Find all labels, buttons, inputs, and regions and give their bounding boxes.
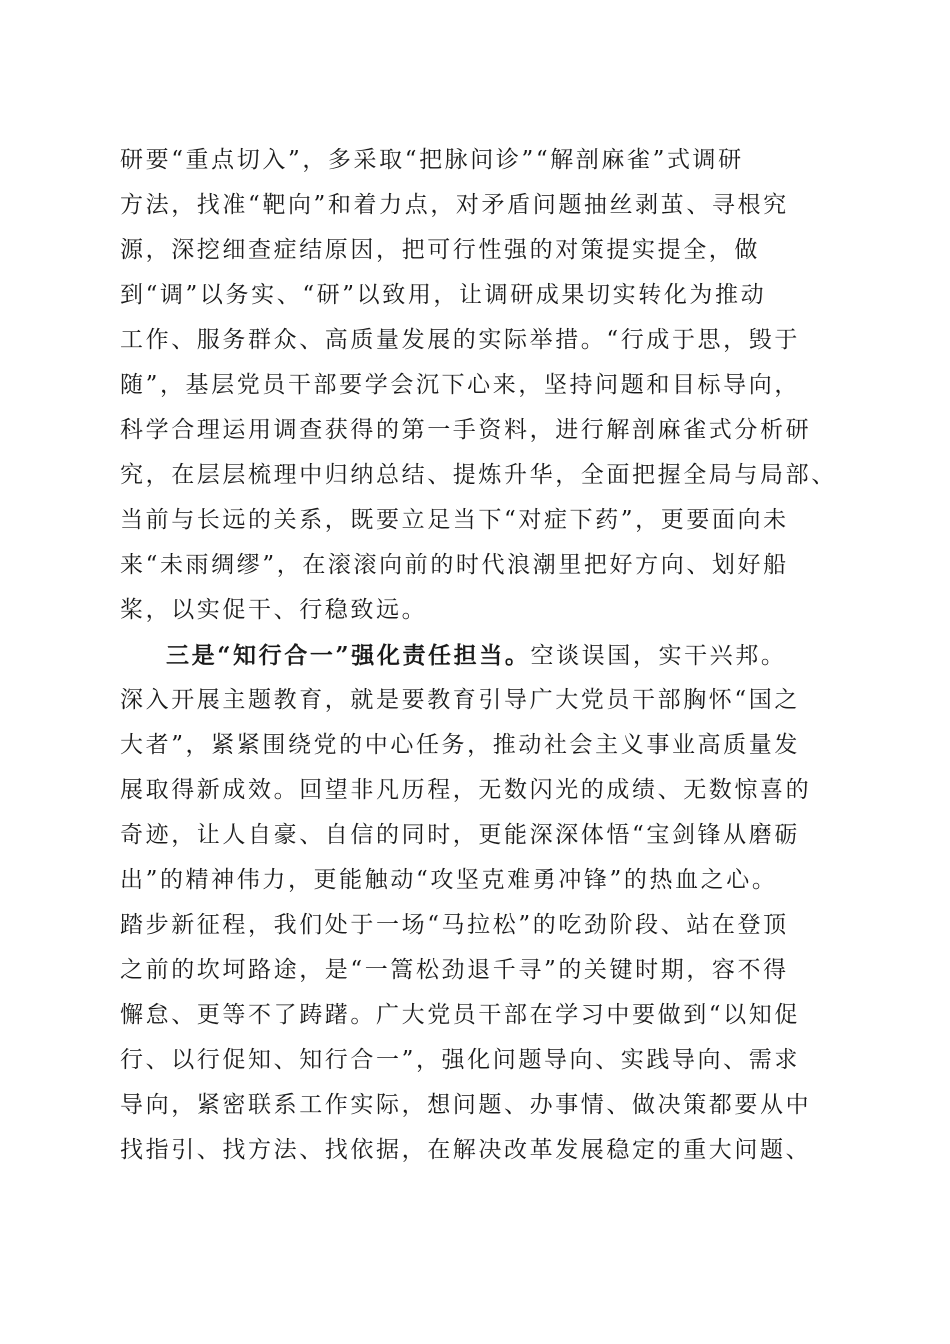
paragraph-lead-text: 空谈误国，实干兴邦。 [530, 643, 787, 669]
text-line: 随”，基层党员干部要学会沉下心来，坚持问题和目标导向， [120, 372, 800, 398]
text-line: 来“未雨绸缪”，在滚滚向前的时代浪潮里把好方向、划好船 [120, 552, 789, 578]
text-line: 找指引、找方法、找依据，在解决改革发展稳定的重大问题、 [120, 1137, 812, 1163]
text-line: 桨，以实促干、行稳致远。 [120, 597, 428, 623]
text-line: 行、以行促知、知行合一”，强化问题导向、实践导向、需求 [120, 1047, 800, 1073]
text-line: 导向，紧密联系工作实际，想问题、办事情、做决策都要从中 [120, 1092, 812, 1118]
text-line: 奇迹，让人自豪、自信的同时，更能深深体悟“宝剑锋从磨砺 [120, 822, 800, 848]
text-line: 研要“重点切入”，多采取“把脉问诊”“解剖麻雀”式调研 [120, 147, 744, 173]
paragraph-heading: 三是“知行合一”强化责任担当。 [166, 642, 531, 669]
text-line: 当前与长远的关系，既要立足当下“对症下药”，更要面向未 [120, 507, 789, 533]
text-line: 大者”，紧紧围绕党的中心任务，推动社会主义事业高质量发 [120, 732, 800, 758]
paragraph-first-line [120, 633, 840, 678]
text-line: 工作、服务群众、高质量发展的实际举措。“行成于思，毁于 [120, 327, 800, 353]
text-line: 出”的精神伟力，更能触动“攻坚克难勇冲锋”的热血之心。 [120, 867, 778, 893]
text-line: 究，在层层梳理中归纳总结、提炼升华，全面把握全局与局部、 [120, 462, 837, 488]
text-line: 方法，找准“靶向”和着力点，对矛盾问题抽丝剥茧、寻根究 [120, 192, 789, 218]
text-line: 源，深挖细查症结原因，把可行性强的对策提实提全，做 [120, 237, 760, 263]
text-line: 踏步新征程，我们处于一场“马拉松”的吃劲阶段、站在登顶 [120, 912, 789, 938]
text-line: 之前的坎坷路途，是“一篙松劲退千寻”的关键时期，容不得 [120, 957, 789, 983]
text-line: 到“调”以务实、“研”以致用，让调研成果切实转化为推动 [120, 282, 767, 308]
text-line: 深入开展主题教育，就是要教育引导广大党员干部胸怀“国之 [120, 687, 800, 713]
text-line: 科学合理运用调查获得的第一手资料，进行解剖麻雀式分析研 [120, 417, 812, 443]
text-line: 懈怠、更等不了踌躇。广大党员干部在学习中要做到“以知促 [120, 1002, 800, 1028]
body-text [120, 138, 840, 1173]
text-line: 展取得新成效。回望非凡历程，无数闪光的成绩、无数惊喜的 [120, 777, 812, 803]
